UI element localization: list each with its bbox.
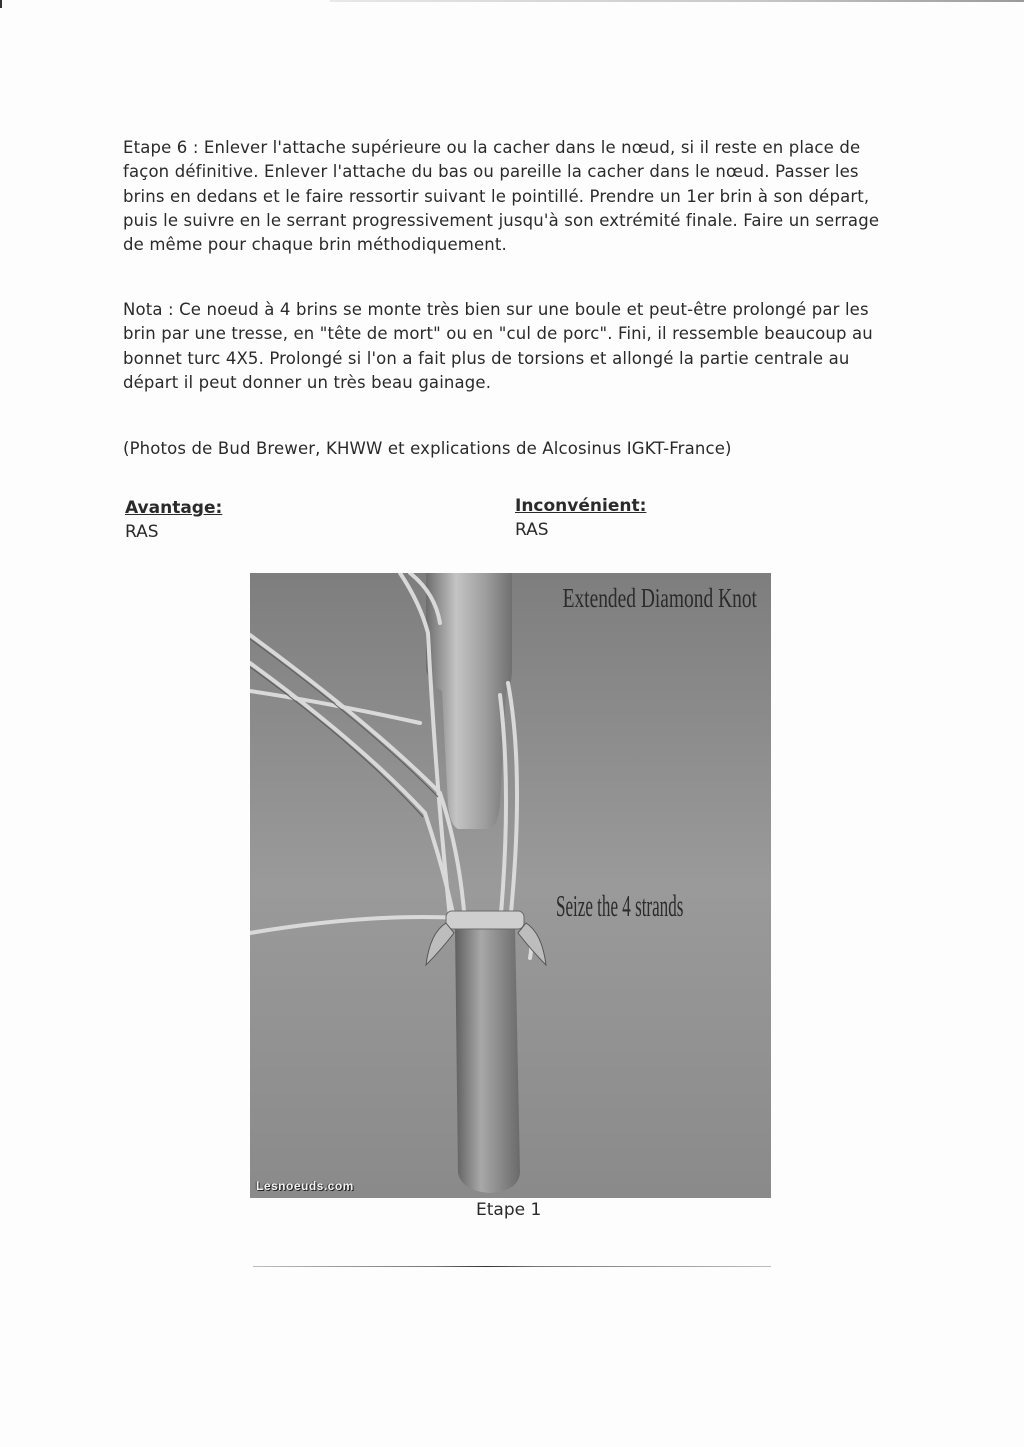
drawback-block xyxy=(515,494,646,542)
paragraph-etape-6: Etape 6 : Enlever l'attache supérieure ou la cacher dans le nœud, si il reste en place de façon définitive. Enlever l'attache du bas ou pareille la cacher dans le nœud. Passer les brins en dedans et le faire ressortir suivant le pointillé. Prendre un 1er brin à son départ, puis le suivre en le serrant progressivement jusqu'à son extrémité finale. Faire un serrage de même pour chaque brin méthodiquement. xyxy=(123,138,880,255)
figure-caption: Etape 1 xyxy=(476,1200,542,1220)
scan-edge-line xyxy=(330,0,1024,2)
scan-edge-mark xyxy=(0,0,2,8)
bottom-divider xyxy=(253,1266,771,1267)
knot-illustration xyxy=(250,573,771,1198)
seizing xyxy=(446,911,524,929)
photo-step-label: Seize the 4 strands xyxy=(556,888,684,923)
photo-title: Extended Diamond Knot xyxy=(562,583,757,613)
photo-watermark: Lesnoeuds.com xyxy=(256,1179,354,1193)
paragraph-credits: (Photos de Bud Brewer, KHWW et explications de Alcosinus IGKT-France) xyxy=(123,439,732,458)
advantage-block xyxy=(125,496,222,544)
paragraph-nota: Nota : Ce noeud à 4 brins se monte très bien sur une boule et peut-être prolongé par les brin par une tresse, en "tête de mort" ou en "cul de porc". Fini, il ressemble beaucoup au bonnet turc 4X5. Prolongé si l'on a fait plus de torsions et allongé la partie centrale au départ il peut donner un très beau gainage. xyxy=(123,300,873,392)
advantage-title: Avantage: xyxy=(125,498,223,518)
drawback-value: RAS xyxy=(515,520,549,540)
knot-photo xyxy=(250,573,771,1198)
advantage-value: RAS xyxy=(125,522,159,542)
drawback-title: Inconvénient: xyxy=(515,496,647,516)
lower-rod xyxy=(455,927,520,1193)
